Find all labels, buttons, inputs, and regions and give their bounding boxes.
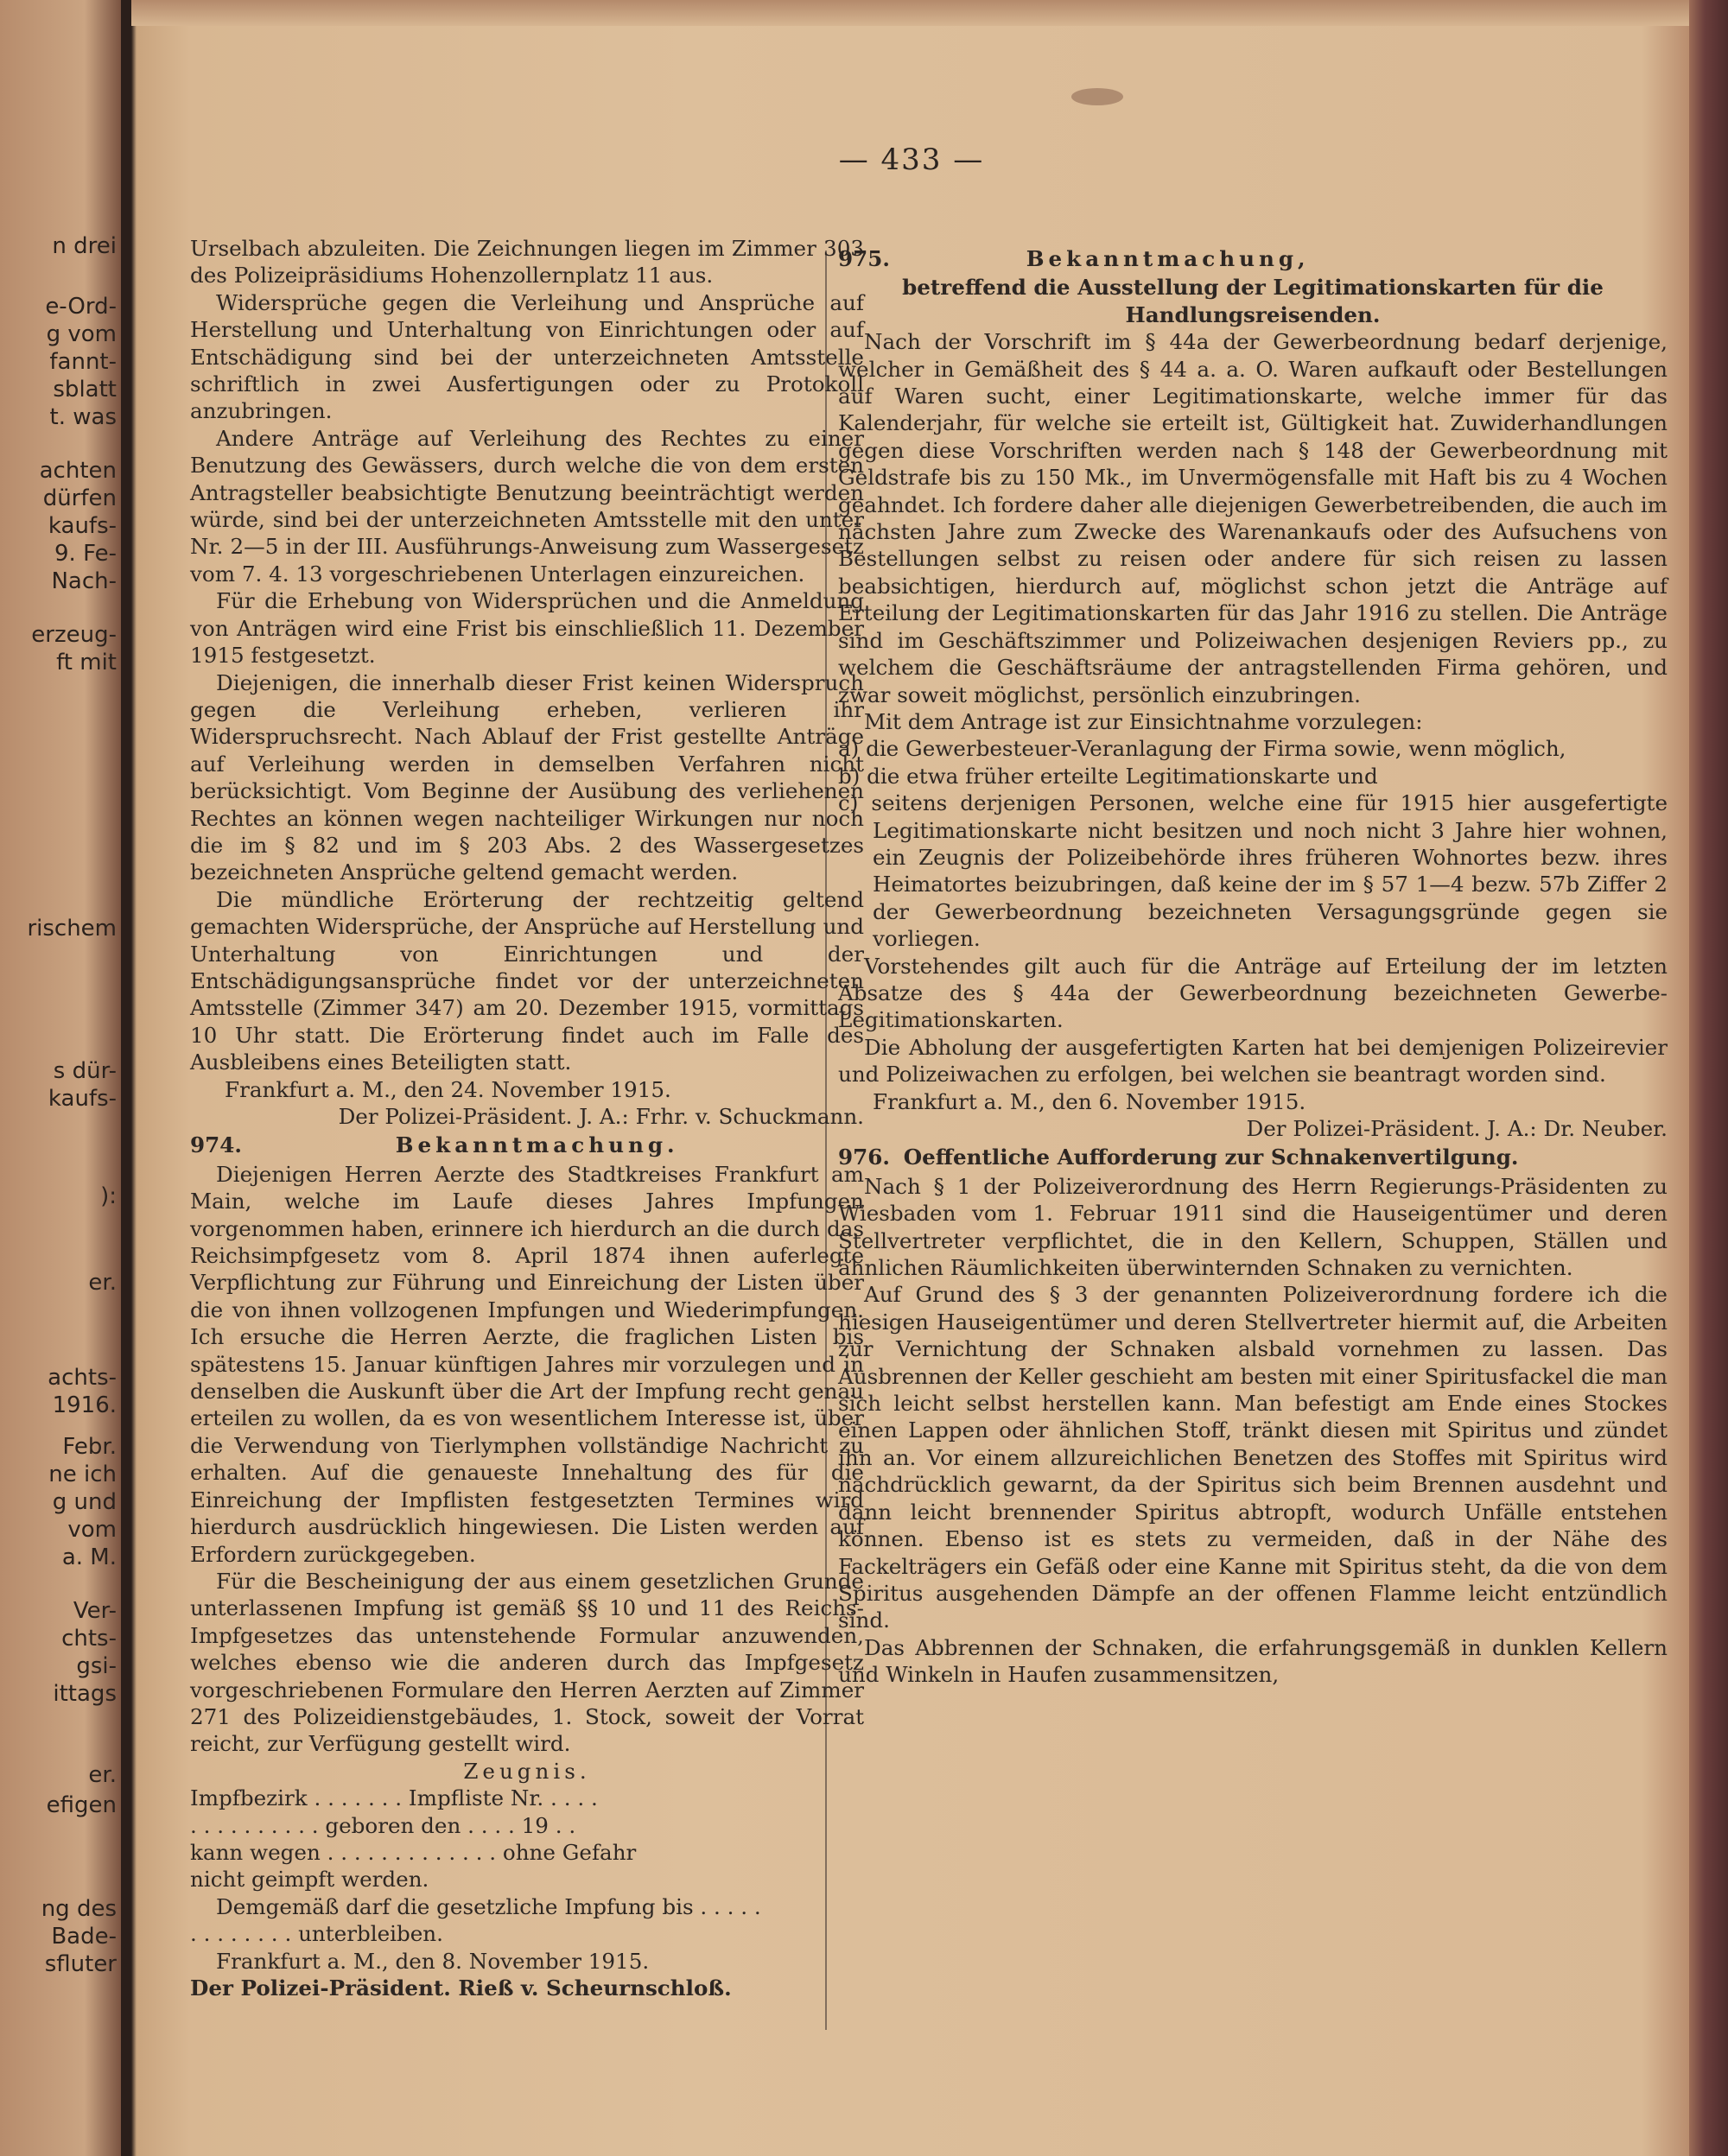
facing-page-text-fragment: chts- — [61, 1626, 117, 1652]
form-line: . . . . . . . . . . geboren den . . . . 19 . . — [190, 1812, 576, 1838]
facing-page-text-fragment: rischem — [27, 916, 117, 942]
date-line: Frankfurt a. M., den 24. November 1915. — [225, 1076, 671, 1102]
section-974-heading — [190, 1132, 864, 1158]
facing-page-text-fragment: t. was — [49, 404, 117, 430]
left-column — [190, 235, 864, 2001]
date-line: Frankfurt a. M., den 6. November 1915. — [873, 1088, 1306, 1114]
facing-page-text-fragment: dürfen — [42, 485, 117, 511]
section-975-heading — [838, 245, 1668, 272]
facing-page-text-fragment: sblatt — [53, 377, 117, 403]
facing-page-text-fragment: er. — [88, 1762, 117, 1788]
facing-page-text-fragment: sfluter — [44, 1951, 117, 1977]
facing-page-text-fragment: kaufs- — [48, 513, 117, 539]
right-column — [838, 244, 1668, 1689]
facing-page-text-fragment: efigen — [46, 1792, 117, 1818]
facing-page-text-fragment: n drei — [52, 233, 117, 259]
section-title: Bekanntmachung. — [395, 1132, 679, 1158]
facing-page-text-fragment: 9. Fe- — [54, 541, 117, 567]
facing-page-text-fragment: vom — [67, 1517, 117, 1543]
facing-page-text-fragment: erzeug- — [31, 622, 117, 648]
paragraph: Andere Anträge auf Verleihung des Rechtes zu einer Benutzung des Gewässers, durch welche die von dem ersten Antragsteller beabsichtigte Benutzung beeinträchtigt werden würde, sind bei der unterzeichneten Amtsstelle mit den unter Nr. 2—5 in der III. Ausführungs-Anweisung zum Wassergesetz vom 7. 4. 13 vorgeschriebenen Unterlagen einzureichen. — [190, 425, 864, 587]
paragraph: Diejenigen Herren Aerzte des Stadtkreises Frankfurt am Main, welche im Laufe dieses Jahres Impfungen vorgenommen haben, erinnere ich hierdurch an die durch das Reichsimpfgesetz vom 8. April 1874 ihnen auferlegte Verpflichtung zur Führung und Einreichung der Listen über die von ihnen vollzogenen Impfungen und Wiederimpfungen. Ich ersuche die Herren Aerzte, die fraglichen Listen bis spätestens 15. Januar künftigen Jahres mir vorzulegen und in denselben die Auskunft über die Art der Impfung recht genau erteilen zu wollen, da es von wesentlichem Interesse ist, über die Verwendung von Tierlymphen vollständige Nachricht zu erhalten. Auf die genaueste Innehaltung des für die Einreichung der Impflisten festgesetzten Termines wird hierdurch ausdrücklich hingewiesen. Die Listen werden auf Erfordern zurückgegeben. — [190, 1161, 864, 1567]
signature-line: Der Polizei-Präsident. Rieß v. Scheurnschloß. — [190, 1975, 732, 2001]
date-line: Frankfurt a. M., den 8. November 1915. — [216, 1948, 650, 1974]
section-title: Oeffentliche Aufforderung zur Schnakenvertilgung. — [903, 1145, 1519, 1170]
facing-page-text-fragment: achts- — [48, 1365, 117, 1391]
facing-page-text-fragment: er. — [88, 1270, 117, 1296]
form-line: Demgemäß darf die gesetzliche Impfung bis . . . . . — [216, 1893, 761, 1919]
paragraph: Nach der Vorschrift im § 44a der Gewerbeordnung bedarf derjenige, welcher in Gemäßheit des § 44 a. a. O. Waren aufkauft oder Bestellungen auf Waren sucht, einer Legitimationskarte, welche immer für das Kalenderjahr, für welche sie erteilt ist, Gültigkeit hat. Zuwiderhandlungen gegen diese Vorschriften werden nach § 148 der Gewerbeordnung mit Geldstrafe bis zu 150 Mk., im Unvermögensfalle mit Haft bis zu 4 Wochen geahndet. Ich fordere daher alle diejenigen Gewerbetreibenden, die auch im nächsten Jahre zum Zwecke des Warenankaufs oder des Aufsuchens von Bestellungen selbst zu reisen oder andere für sich reisen zu lassen beabsichtigen, hierdurch auf, möglichst schon jetzt die Anträge auf Erteilung der Legitimationskarten für das Jahr 1916 zu stellen. Die Anträge sind im Geschäftszimmer und Polizeiwachen desjenigen Reviers pp., zu welchem die Geschäftsräume der antragstellenden Firma gehören, und zwar soweit möglichst, persönlich einzubringen. — [838, 329, 1668, 707]
paragraph: Widersprüche gegen die Verleihung und Ansprüche auf Herstellung und Unterhaltung von Einrichtungen oder auf Entschädigung sind bei der unterzeichneten Amtsstelle schriftlich in zwei Ausfertigungen oder zu Protokoll anzubringen. — [190, 289, 864, 424]
facing-page-fragment — [0, 0, 121, 2156]
form-line: kann wegen . . . . . . . . . . . . . ohne Gefahr — [190, 1839, 637, 1865]
paragraph: Auf Grund des § 3 der genannten Polizeiverordnung fordere ich die hiesigen Hauseigentümer und deren Stellvertreter hiermit auf, die Arbeiten zur Vernichtung der Schnaken alsbald vornehmen zu lassen. Das Ausbrennen der Keller geschieht am besten mit einer Spiritusfackel die man sich leicht selbst herstellen kann. Man befestigt am Ende eines Stockes einen Lappen oder ähnlichen Stoff, tränkt diesen mit Spiritus und zündet ihn an. Vor einem allzureichlichen Benetzen des Stoffes mit Spiritus wird nachdrücklich gewarnt, da der Spiritus sich beim Brennen ausdehnt und dann leicht brennender Spiritus abtropft, wodurch Unfälle entstehen können. Ebenso ist es stets zu vermeiden, daß in der Nähe des Fackelträgers ein Gefäß oder eine Kanne mit Spiritus steht, da die von dem Spiritus ausgehenden Dämpfe an der offenen Flamme leicht entzündlich sind. — [838, 1282, 1668, 1633]
paragraph: Für die Bescheinigung der aus einem gesetzlichen Grunde unterlassenen Impfung ist gemäß §§ 10 und 11 des Reichs-Impfgesetzes das untenstehende Formular anzuwenden, welches ebenso wie die anderen durch das Impfgesetz vorgeschriebenen Formulare den Herren Aerzten auf Zimmer 271 des Polizeidienstgebäudes, 1. Stock, soweit der Vorrat reicht, zur Verfügung gestellt wird. — [190, 1568, 864, 1757]
form-line: . . . . . . . . unterbleiben. — [190, 1921, 443, 1947]
facing-page-text-fragment: achten — [39, 458, 117, 484]
list-item: b) die etwa früher erteilte Legitimationskarte und — [838, 763, 1378, 789]
facing-page-text-fragment: Febr. — [62, 1434, 117, 1460]
facing-page-text-fragment: Nach- — [51, 568, 117, 594]
facing-page-text-fragment: ): — [100, 1183, 117, 1209]
paper-stain — [1071, 88, 1123, 105]
paragraph: Die Abholung der ausgefertigten Karten hat bei demjenigen Polizeirevier und Polizeiwachen zu erfolgen, bei welchen sie beantragt worden sind. — [838, 1034, 1668, 1088]
list-item: a) die Gewerbesteuer-Veranlagung der Firma sowie, wenn möglich, — [838, 736, 1566, 762]
facing-page-text-fragment: e-Ord- — [45, 294, 117, 320]
section-subtitle: betreffend die Ausstellung der Legitimationskarten für die Handlungsreisenden. — [902, 275, 1604, 327]
form-line: nicht geimpft werden. — [190, 1867, 429, 1893]
facing-page-text-fragment: ng des — [41, 1896, 117, 1922]
signature-line: Der Polizei-Präsident. J. A.: Frhr. v. Schuckmann. — [338, 1104, 864, 1129]
paragraph: Für die Erhebung von Widersprüchen und die Anmeldung von Anträgen wird eine Frist bis einschließlich 11. Dezember 1915 festgesetzt. — [190, 588, 864, 669]
facing-page-text-fragment: g und — [52, 1489, 117, 1515]
book-binding — [1689, 0, 1728, 2156]
section-title: Bekanntmachung, — [1026, 246, 1310, 271]
form-line: Impfbezirk . . . . . . . Impfliste Nr. . . . . — [190, 1785, 598, 1811]
page-433 — [138, 35, 1685, 2134]
facing-page-text-fragment: Ver- — [73, 1598, 117, 1624]
page-number: — 433 — — [838, 143, 985, 177]
paragraph: Nach § 1 der Polizeiverordnung des Herrn Regierungs-Präsidenten zu Wiesbaden vom 1. Februar 1911 sind die Hauseigentümer und deren Stellvertreter verpflichtet, die in den Kellern, Schuppen, Ställen und ähnlichen Räumlichkeiten überwinternden Schnaken zu vernichten. — [838, 1173, 1668, 1281]
paragraph: Urselbach abzuleiten. Die Zeichnungen liegen im Zimmer 303 des Polizeipräsidiums Hohenzollernplatz 11 aus. — [190, 236, 864, 289]
facing-page-text-fragment: a. M. — [61, 1544, 117, 1570]
section-number: 976. — [838, 1145, 890, 1170]
facing-page-text-fragment: ittags — [53, 1681, 117, 1707]
paragraph: Vorstehendes gilt auch für die Anträge auf Erteilung der im letzten Absatze des § 44a der Gewerbeordnung bezeichneten Gewerbe-Legitimationskarten. — [838, 953, 1668, 1033]
list-item: c) seitens derjenigen Personen, welche eine für 1915 hier ausgefertigte Legitimationskarte nicht besitzen und noch nicht 3 Jahre hier wohnen, ein Zeugnis der Polizeibehörde ihres früheren Wohnortes bezw. ihres Heimatortes beizubringen, daß keine der im § 57 1—4 bezw. 57b Ziffer 2 der Gewerbeordnung bezeichneten Versagungsgründe gegen sie vorliegen. — [838, 790, 1668, 952]
paragraph: Das Abbrennen der Schnaken, die erfahrungsgemäß in dunklen Kellern und Winkeln in Haufen zusammensitzen, — [838, 1634, 1668, 1688]
facing-page-text-fragment: gsi- — [76, 1653, 117, 1679]
requirements-list — [838, 735, 1668, 952]
facing-page-text-fragment: Bade- — [51, 1924, 117, 1950]
signature-line: Der Polizei-Präsident. J. A.: Dr. Neuber. — [1246, 1116, 1668, 1141]
section-number: 975. — [838, 246, 890, 271]
facing-page-text-fragment: ft mit — [56, 650, 117, 675]
paragraph: Diejenigen, die innerhalb dieser Frist keinen Widerspruch gegen die Verleihung erheben, verlieren ihr Widerspruchsrecht. Nach Ablauf der Frist gestellte Anträge auf Verleihung werden in demselben Verfahren nicht berücksichtigt. Vom Beginne der Ausübung des verliehenen Rechtes an können wegen nachteiliger Wirkungen nur noch die im § 82 und im § 203 Abs. 2 des Wassergesetzes bezeichneten Ansprüche geltend gemacht werden. — [190, 669, 864, 885]
facing-page-text-fragment: ne ich — [48, 1462, 117, 1487]
paragraph: Mit dem Antrage ist zur Einsichtnahme vorzulegen: — [864, 708, 1423, 734]
facing-page-text-fragment: 1916. — [52, 1392, 117, 1418]
paragraph: Die mündliche Erörterung der rechtzeitig geltend gemachten Widersprüche, der Ansprüche auf Herstellung und Unterhaltung von Einrichtungen und der Entschädigungsansprüche findet vor der unterzeichneten Amtsstelle (Zimmer 347) am 20. Dezember 1915, vormittags 10 Uhr statt. Die Erörterung findet auch im Falle des Ausbleibens eines Beteiligten statt. — [190, 886, 864, 1075]
section-number: 974. — [190, 1132, 242, 1158]
form-title: Zeugnis. — [463, 1758, 591, 1784]
facing-page-text-fragment: kaufs- — [48, 1086, 117, 1112]
facing-page-text-fragment: s dür- — [53, 1058, 117, 1084]
page-top-edge — [131, 0, 1728, 26]
facing-page-text-fragment: fannt- — [49, 349, 117, 375]
section-976-heading — [838, 1144, 1668, 1170]
facing-page-text-fragment: g vom — [46, 321, 117, 347]
